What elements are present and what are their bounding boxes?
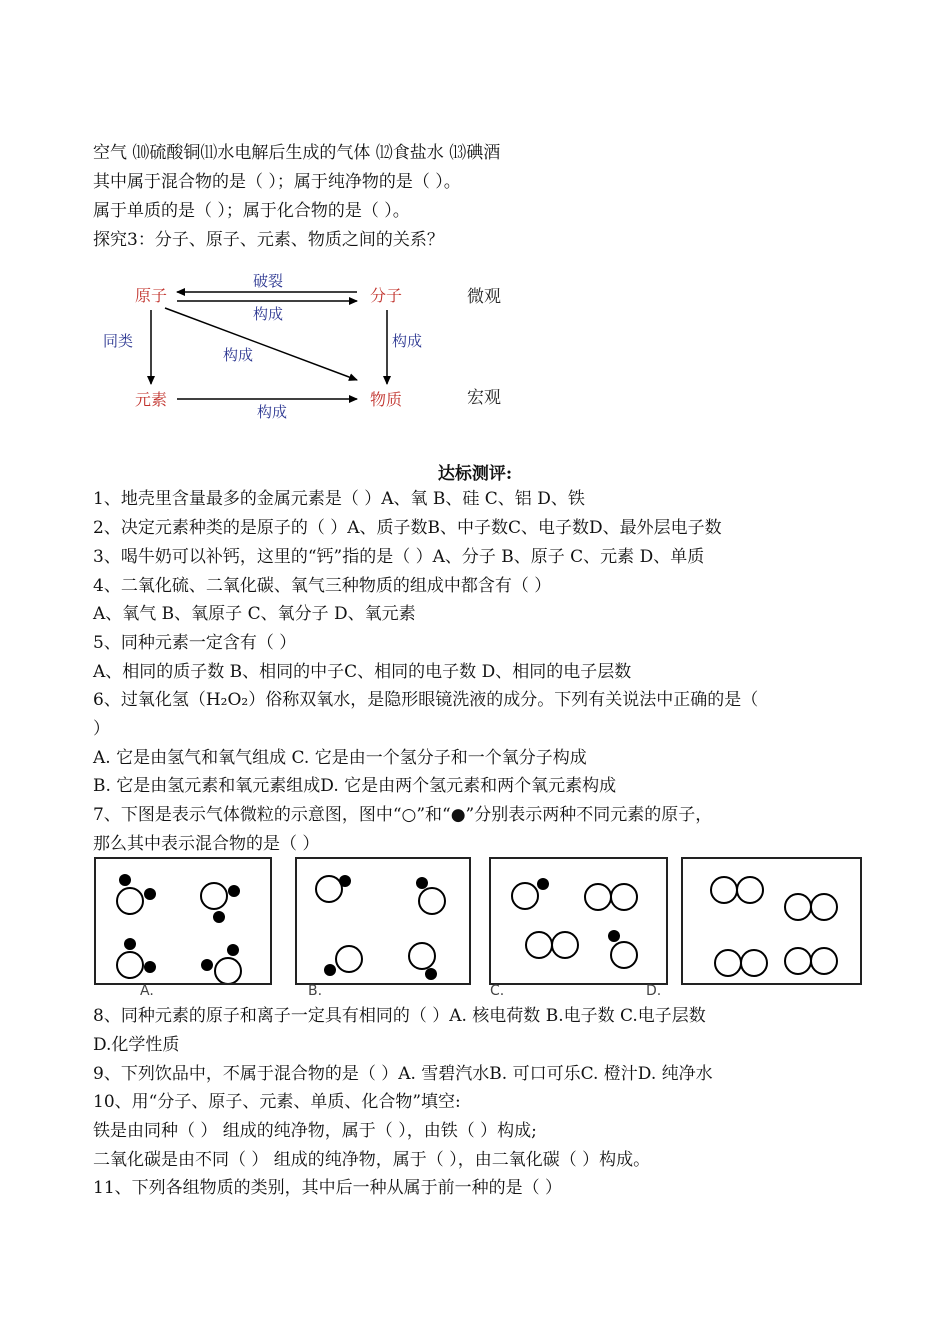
label-compose-bottom: 构成 xyxy=(257,403,288,421)
question-line: A、相同的质子数 B、相同的中子C、相同的电子数 D、相同的电子层数 xyxy=(93,662,632,682)
question-line: D.化学性质 xyxy=(93,1035,180,1055)
question-line: 6、过氧化氢（H₂O₂）俗称双氧水，是隐形眼镜洗液的成分。下列有关说法中正确的是（ xyxy=(93,690,759,710)
label-same-kind: 同类 xyxy=(103,332,134,350)
question-line: 1、地壳里含量最多的金属元素是（ ）A、氧 B、硅 C、铝 D、铁 xyxy=(93,489,585,509)
label-compose-right: 构成 xyxy=(392,332,423,350)
question-line: A. 它是由氢气和氧气组成 C. 它是由一个氢分子和一个氧分子构成 xyxy=(93,748,587,768)
node-element: 元素 xyxy=(135,390,168,409)
text-line: 探究3：分子、原子、元素、物质之间的关系？ xyxy=(93,230,444,250)
label-compose-top: 构成 xyxy=(253,305,284,323)
node-molecule: 分子 xyxy=(370,286,403,305)
node-atom: 原子 xyxy=(135,286,168,305)
question-line: 铁是由同种（ ） 组成的纯净物，属于（ ），由铁（ ）构成; xyxy=(93,1121,537,1141)
section-title: 达标测评: xyxy=(437,464,513,484)
relationship-diagram xyxy=(95,268,535,428)
question-line: 3、喝牛奶可以补钙，这里的“钙”指的是（ ）A、分子 B、原子 C、元素 D、单质 xyxy=(93,547,705,567)
option-box-a xyxy=(94,857,272,985)
label-macro: 宏观 xyxy=(467,388,501,408)
label-micro: 微观 xyxy=(467,287,501,307)
option-label-c: C. xyxy=(490,983,505,999)
question-line: 2、决定元素种类的是原子的（ ）A、质子数B、中子数C、电子数D、最外层电子数 xyxy=(93,518,722,538)
text-line: 空气 ⑽硫酸铜⑾水电解后生成的气体 ⑿食盐水 ⒀碘酒 xyxy=(93,143,501,163)
question-line: 5、同种元素一定含有（ ） xyxy=(93,633,297,653)
node-substance: 物质 xyxy=(370,390,403,409)
question-line: 9、下列饮品中，不属于混合物的是（ ）A. 雪碧汽水B. 可口可乐C. 橙汁D. 纯净水 xyxy=(93,1064,713,1084)
question-line: A、氧气 B、氧原子 C、氧分子 D、氧元素 xyxy=(93,604,416,624)
question-line: 11、下列各组物质的类别，其中后一种从属于前一种的是（ ） xyxy=(93,1178,563,1198)
text-line: 属于单质的是（ ）；属于化合物的是（ ）。 xyxy=(93,201,410,221)
label-compose-diag: 构成 xyxy=(223,346,254,364)
question-line: 10、用“分子、原子、元素、单质、化合物”填空: xyxy=(93,1092,461,1112)
question-line: 8、同种元素的原子和离子一定具有相同的（ ）A. 核电荷数 B.电子数 C.电子层数 xyxy=(93,1006,706,1026)
question-line: 那么其中表示混合物的是（ ） xyxy=(93,834,320,854)
question-line: 7、下图是表示气体微粒的示意图，图中“○”和“●”分别表示两种不同元素的原子， xyxy=(93,805,713,825)
question-line: 4、二氧化硫、二氧化碳、氧气三种物质的组成中都含有（ ） xyxy=(93,576,552,596)
option-box-c xyxy=(489,857,668,985)
option-box-b xyxy=(295,857,471,985)
option-label-d: D. xyxy=(646,983,662,999)
question-line: 二氧化碳是由不同（ ） 组成的纯净物，属于（ ），由二氧化碳（ ）构成。 xyxy=(93,1150,651,1170)
label-break: 破裂 xyxy=(253,272,284,290)
question-line: ） xyxy=(93,719,110,739)
question-line: B. 它是由氢元素和氧元素组成D. 它是由两个氢元素和两个氧元素构成 xyxy=(93,776,617,796)
text-line: 其中属于混合物的是（ ）；属于纯净物的是（ ）。 xyxy=(93,172,461,192)
option-box-d xyxy=(681,857,862,985)
option-label-b: B. xyxy=(308,983,323,999)
option-label-a: A. xyxy=(140,983,154,999)
